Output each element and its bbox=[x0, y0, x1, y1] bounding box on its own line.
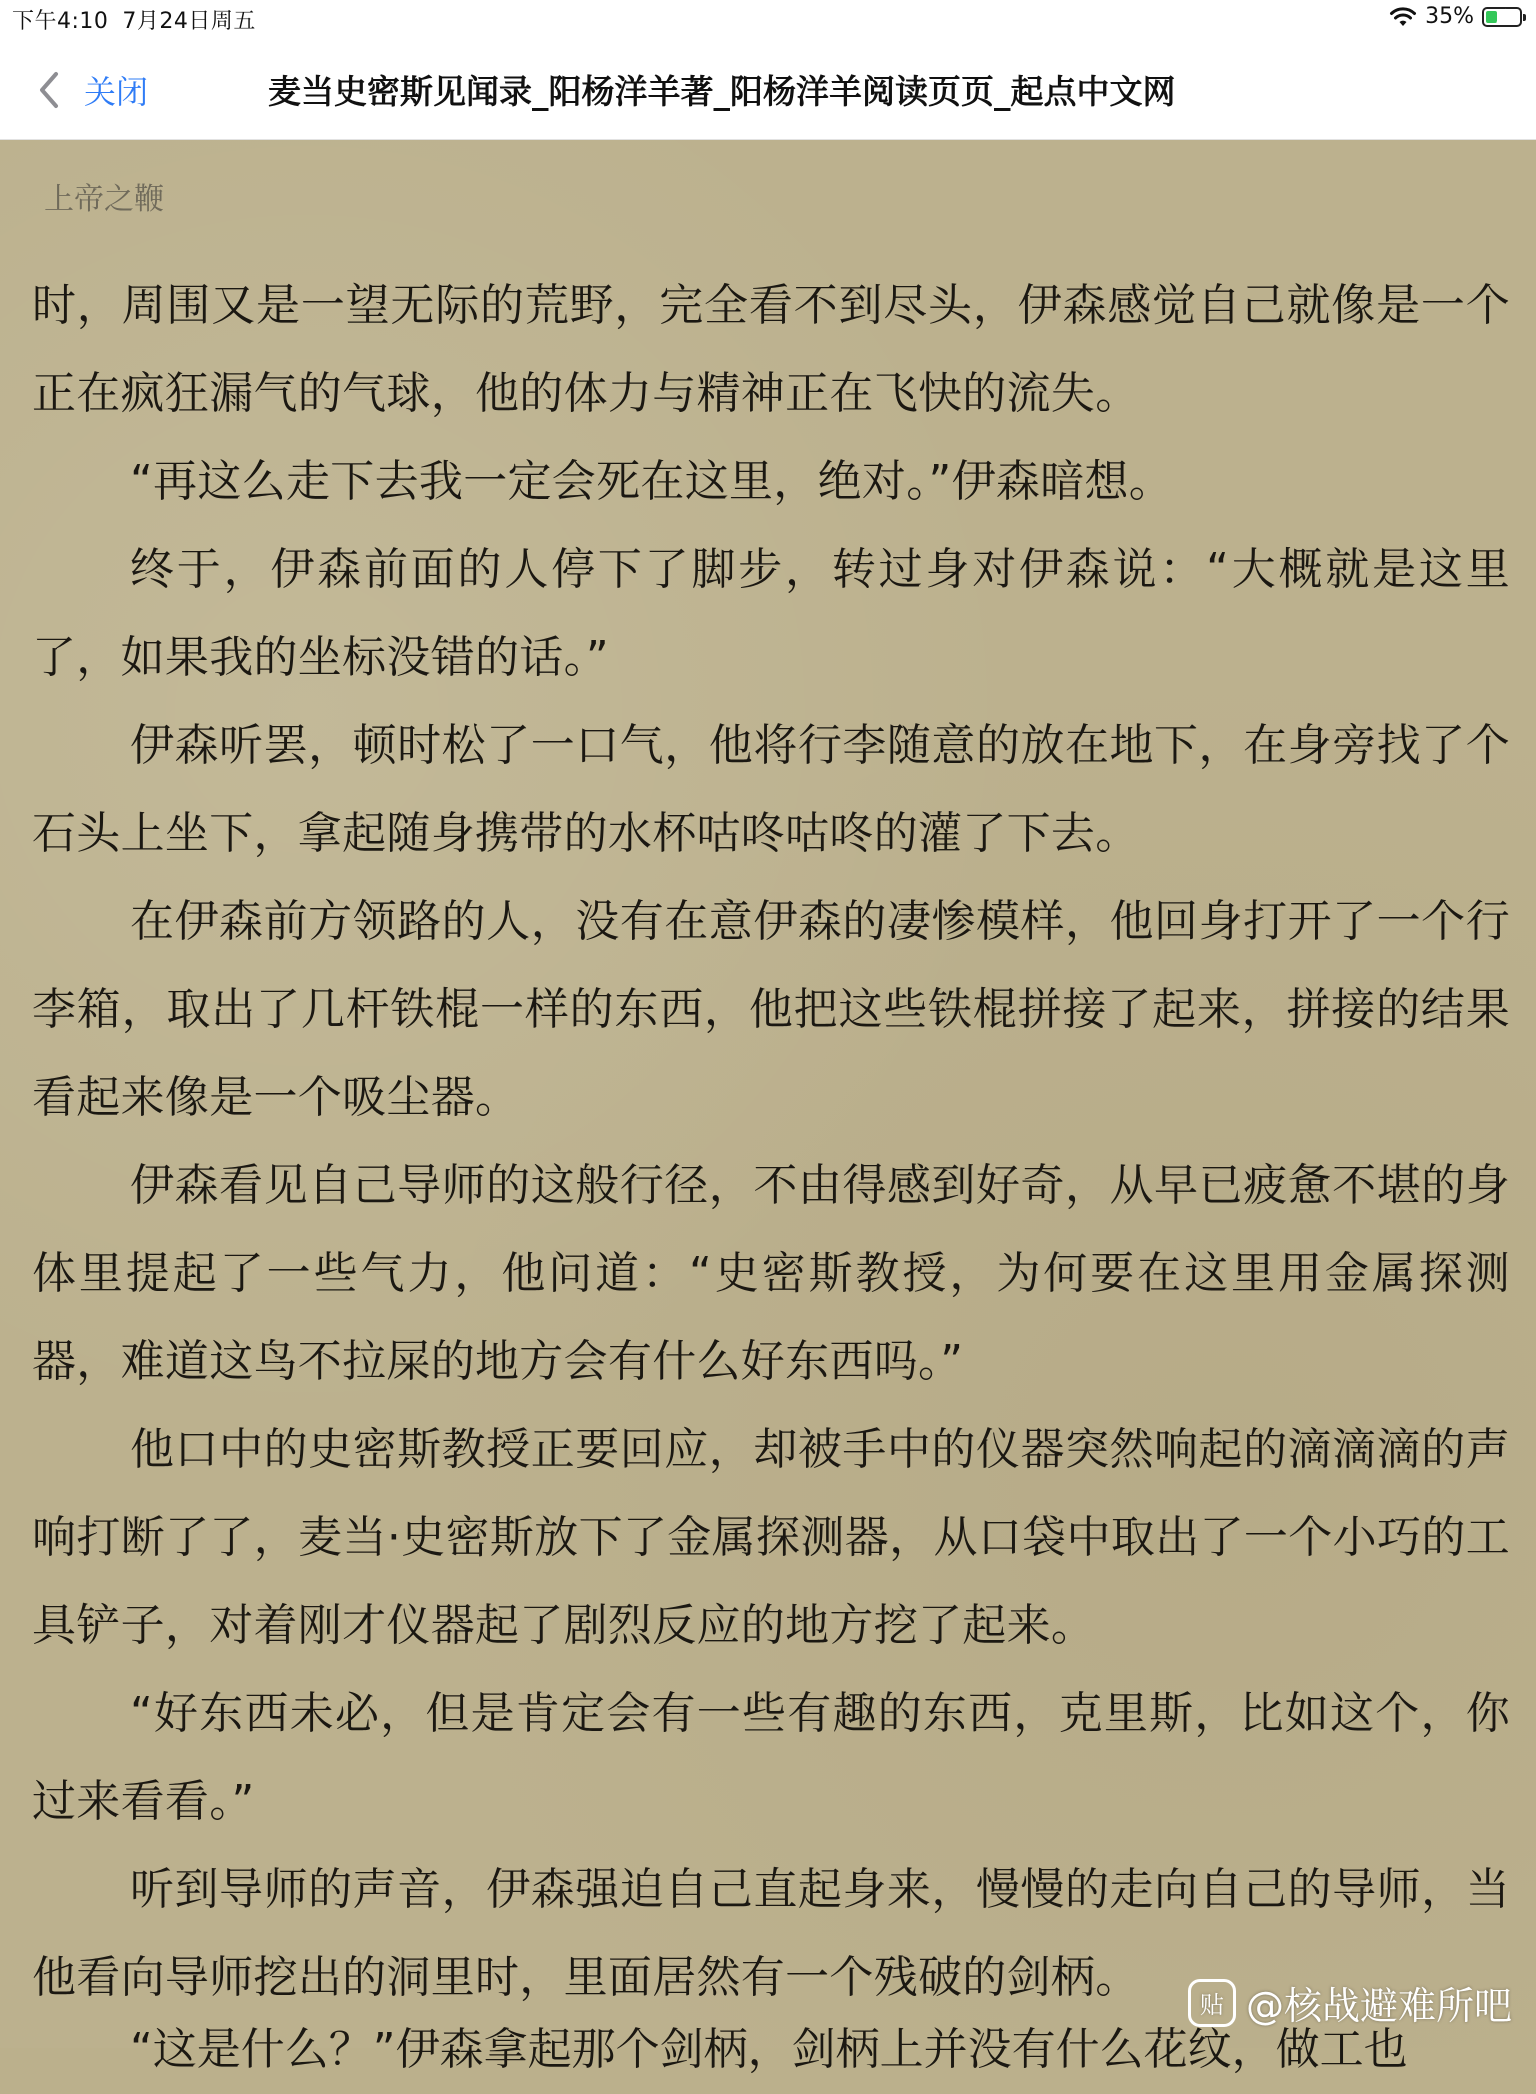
status-left bbox=[12, 4, 256, 35]
battery-charging-icon bbox=[1482, 7, 1522, 27]
wifi-icon bbox=[1389, 6, 1417, 28]
article-body bbox=[32, 262, 1510, 2022]
paragraph: 伊森听罢，顿时松了一口气，他将行李随意的放在地下，在身旁找了个石头上坐下，拿起随身携带的水杯咕咚咕咚的灌了下去。 bbox=[32, 720, 1510, 859]
status-time: 下午4:10 bbox=[12, 9, 109, 34]
watermark-text: @核战避难所吧 bbox=[1245, 1984, 1512, 2028]
paragraph: 终于，伊森前面的人停下了脚步，转过身对伊森说：“大概就是这里了，如果我的坐标没错的话。” bbox=[32, 544, 1510, 683]
paragraph: 时，周围又是一望无际的荒野，完全看不到尽头，伊森感觉自己就像是一个正在疯狂漏气的气球，他的体力与精神正在飞快的流失。 bbox=[32, 280, 1510, 419]
paragraph: 他口中的史密斯教授正要回应，却被手中的仪器突然响起的滴滴滴的声响打断了了，麦当·史密斯放下了金属探测器，从口袋中取出了一个小巧的工具铲子，对着刚才仪器起了剧烈反应的地方挖了起来。 bbox=[32, 1424, 1510, 1651]
paragraph: “再这么走下去我一定会死在这里，绝对。”伊森暗想。 bbox=[130, 456, 1174, 507]
chapter-label: 上帝之鞭 bbox=[44, 182, 164, 217]
battery-percent: 35% bbox=[1425, 4, 1474, 29]
chevron-left-icon bbox=[36, 70, 60, 110]
paragraph: 在伊森前方领路的人，没有在意伊森的凄惨模样，他回身打开了一个行李箱，取出了几杆铁棍一样的东西，他把这些铁棍拼接了起来，拼接的结果看起来像是一个吸尘器。 bbox=[32, 896, 1510, 1123]
partial-paragraph: “这是什么？”伊森拿起那个剑柄，剑柄上并没有什么花纹，做工也 bbox=[130, 2024, 1408, 2075]
navigation-bar bbox=[0, 40, 1536, 140]
watermark bbox=[1188, 1975, 1512, 2030]
paragraph: 伊森看见自己导师的这般行径，不由得感到好奇，从早已疲惫不堪的身体里提起了一些气力，他问道：“史密斯教授，为何要在这里用金属探测器，难道这鸟不拉屎的地方会有什么好东西吗。” bbox=[32, 1160, 1510, 1387]
status-date: 7月24日周五 bbox=[122, 9, 256, 34]
status-right bbox=[1389, 4, 1522, 29]
paragraph: “好东西未必，但是肯定会有一些有趣的东西，克里斯，比如这个，你过来看看。” bbox=[32, 1688, 1510, 1827]
close-label: 关闭 bbox=[84, 73, 149, 111]
status-bar bbox=[0, 0, 1536, 40]
charging-bolt-icon: ⚡ bbox=[1495, 5, 1508, 27]
close-button[interactable] bbox=[36, 64, 148, 116]
reader-content[interactable] bbox=[0, 140, 1536, 2075]
paragraph: 听到导师的声音，伊森强迫自己直起身来，慢慢的走向自己的导师，当他看向导师挖出的洞里时，里面居然有一个残破的剑柄。 bbox=[32, 1864, 1510, 2003]
page-title: 麦当史密斯见闻录_阳杨洋羊著_阳杨洋羊阅读页页_起点中文网 bbox=[268, 72, 1176, 111]
tieba-logo-icon: 贴 bbox=[1188, 1979, 1236, 2027]
